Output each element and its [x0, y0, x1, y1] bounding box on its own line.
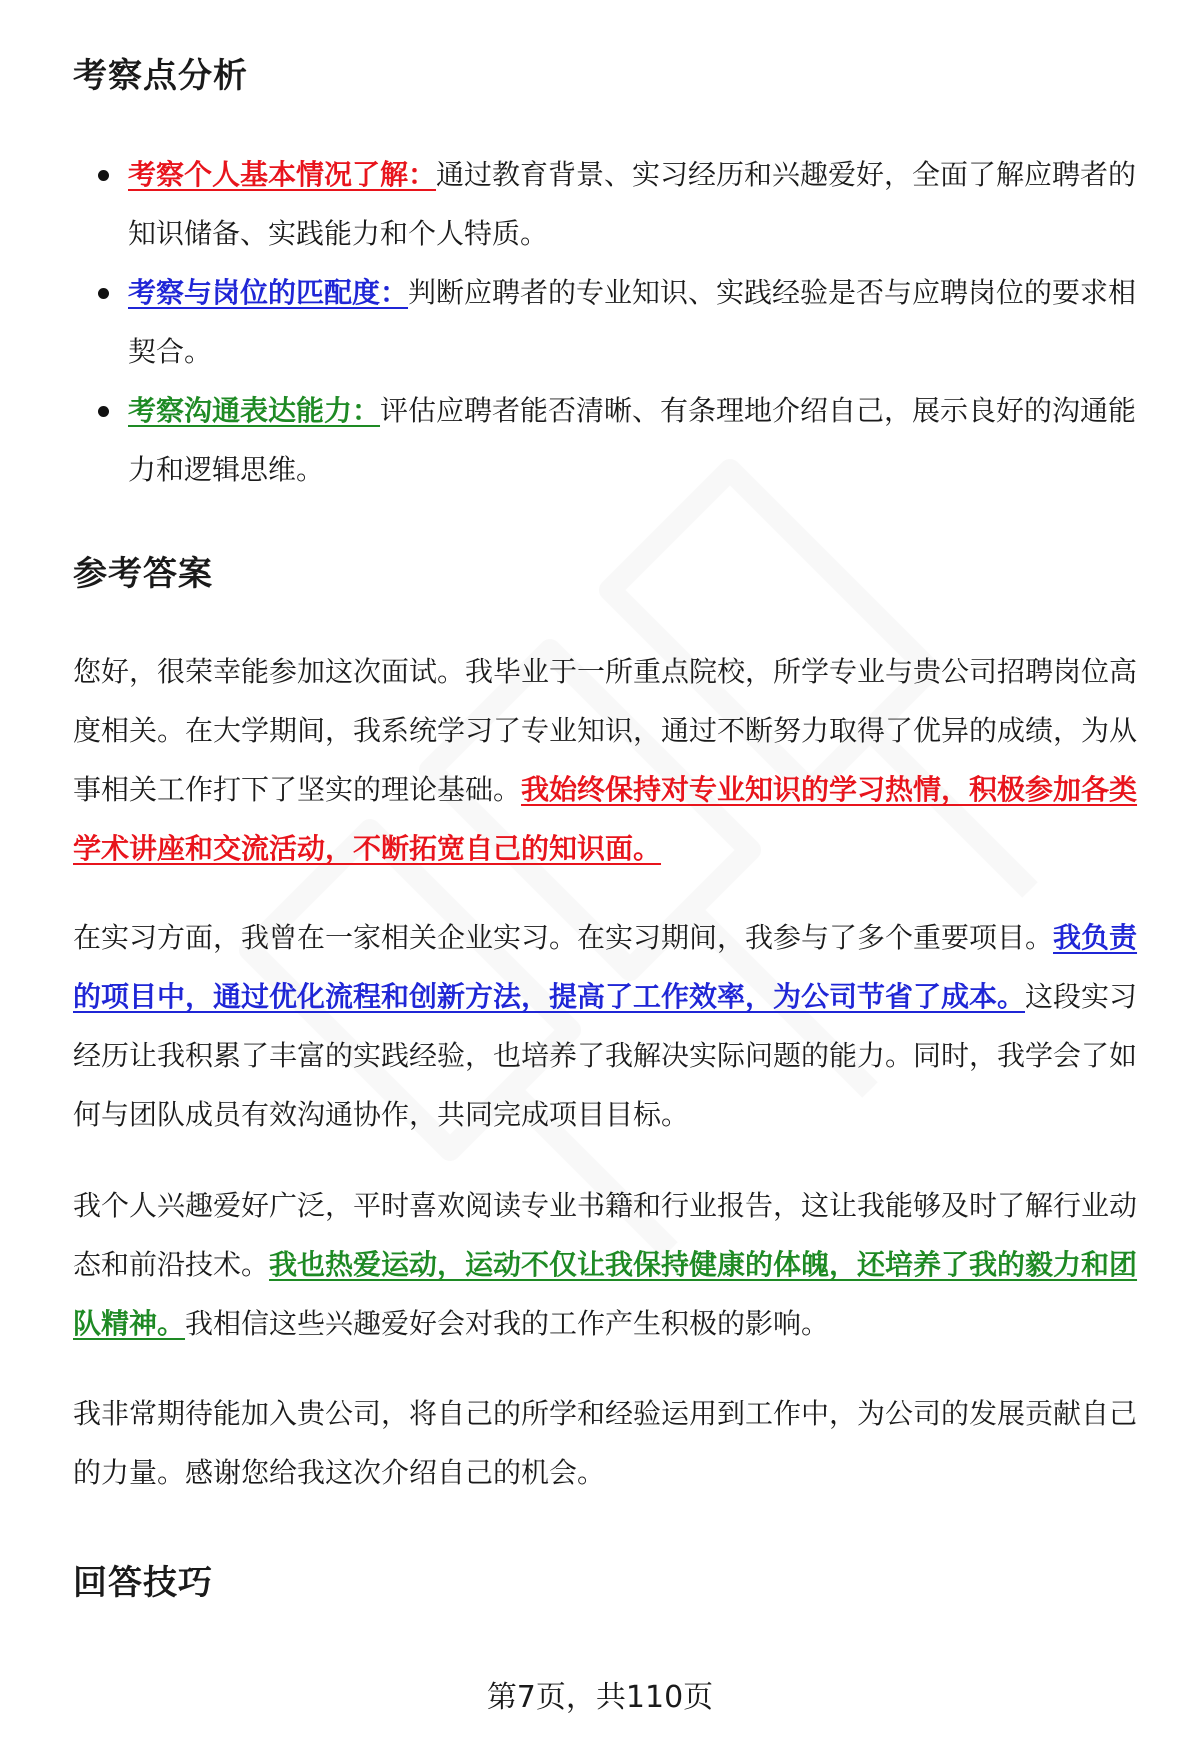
- paragraph-text: 我相信这些兴趣爱好会对我的工作产生积极的影响。: [185, 1307, 830, 1340]
- page-number: 第7页，共110页: [486, 1680, 714, 1715]
- highlight-label: 考察个人基本情况了解：: [128, 158, 437, 191]
- analysis-list: [73, 145, 1153, 499]
- list-item: [73, 145, 1153, 263]
- paragraph-text: 这段实习经历让我积累了丰富的实践经验，也培养了我解决实际问题的能力。同时，我学会了如何与团队成员有效沟通协作，共同完成项目目标。: [73, 980, 1138, 1131]
- answer-paragraph-3: [73, 1176, 1153, 1353]
- paragraph-text: 在实习方面，我曾在一家相关企业实习。在实习期间，我参与了多个重要项目。: [73, 921, 1054, 954]
- highlight-label: 考察与岗位的匹配度：: [128, 276, 409, 309]
- bullet-dot-icon: [98, 170, 109, 181]
- paragraph-text: 您好，很荣幸能参加这次面试。我毕业于一所重点院校，所学专业与贵公司招聘岗位高度相关。在大学期间，我系统学习了专业知识，通过不断努力取得了优异的成绩，为从事相关工作打下了坚实的理论基础。: [73, 655, 1138, 806]
- item-text: 评估应聘者能否清晰、有条理地介绍自己，展示良好的沟通能力和逻辑思维。: [128, 394, 1137, 486]
- highlight-text: 我始终保持对专业知识的学习热情，积极参加各类学术讲座和交流活动，不断拓宽自己的知识面。: [73, 773, 1138, 865]
- section-title-analysis: 考察点分析: [73, 56, 248, 96]
- answer-paragraph-4: [73, 1384, 1153, 1502]
- paragraph-text: 我个人兴趣爱好广泛，平时喜欢阅读专业书籍和行业报告，这让我能够及时了解行业动态和前沿技术。: [73, 1189, 1138, 1281]
- item-text: 判断应聘者的专业知识、实践经验是否与应聘岗位的要求相契合。: [128, 276, 1137, 368]
- list-item: [73, 381, 1153, 499]
- bullet-dot-icon: [98, 288, 109, 299]
- section-title-tips: 回答技巧: [73, 1563, 213, 1603]
- highlight-label: 考察沟通表达能力：: [128, 394, 381, 427]
- item-text: 通过教育背景、实习经历和兴趣爱好，全面了解应聘者的知识储备、实践能力和个人特质。: [128, 158, 1137, 250]
- highlight-text: 我负责的项目中，通过优化流程和创新方法，提高了工作效率，为公司节省了成本。: [73, 921, 1138, 1013]
- bullet-dot-icon: [98, 406, 109, 417]
- list-item: [73, 263, 1153, 381]
- highlight-text: 我也热爱运动，运动不仅让我保持健康的体魄，还培养了我的毅力和团队精神。: [73, 1248, 1138, 1340]
- answer-paragraph-1: [73, 642, 1153, 878]
- answer-paragraph-2: [73, 908, 1153, 1144]
- section-title-answer: 参考答案: [73, 554, 213, 594]
- paragraph-text: 我非常期待能加入贵公司，将自己的所学和经验运用到工作中，为公司的发展贡献自己的力量。感谢您给我这次介绍自己的机会。: [73, 1397, 1138, 1489]
